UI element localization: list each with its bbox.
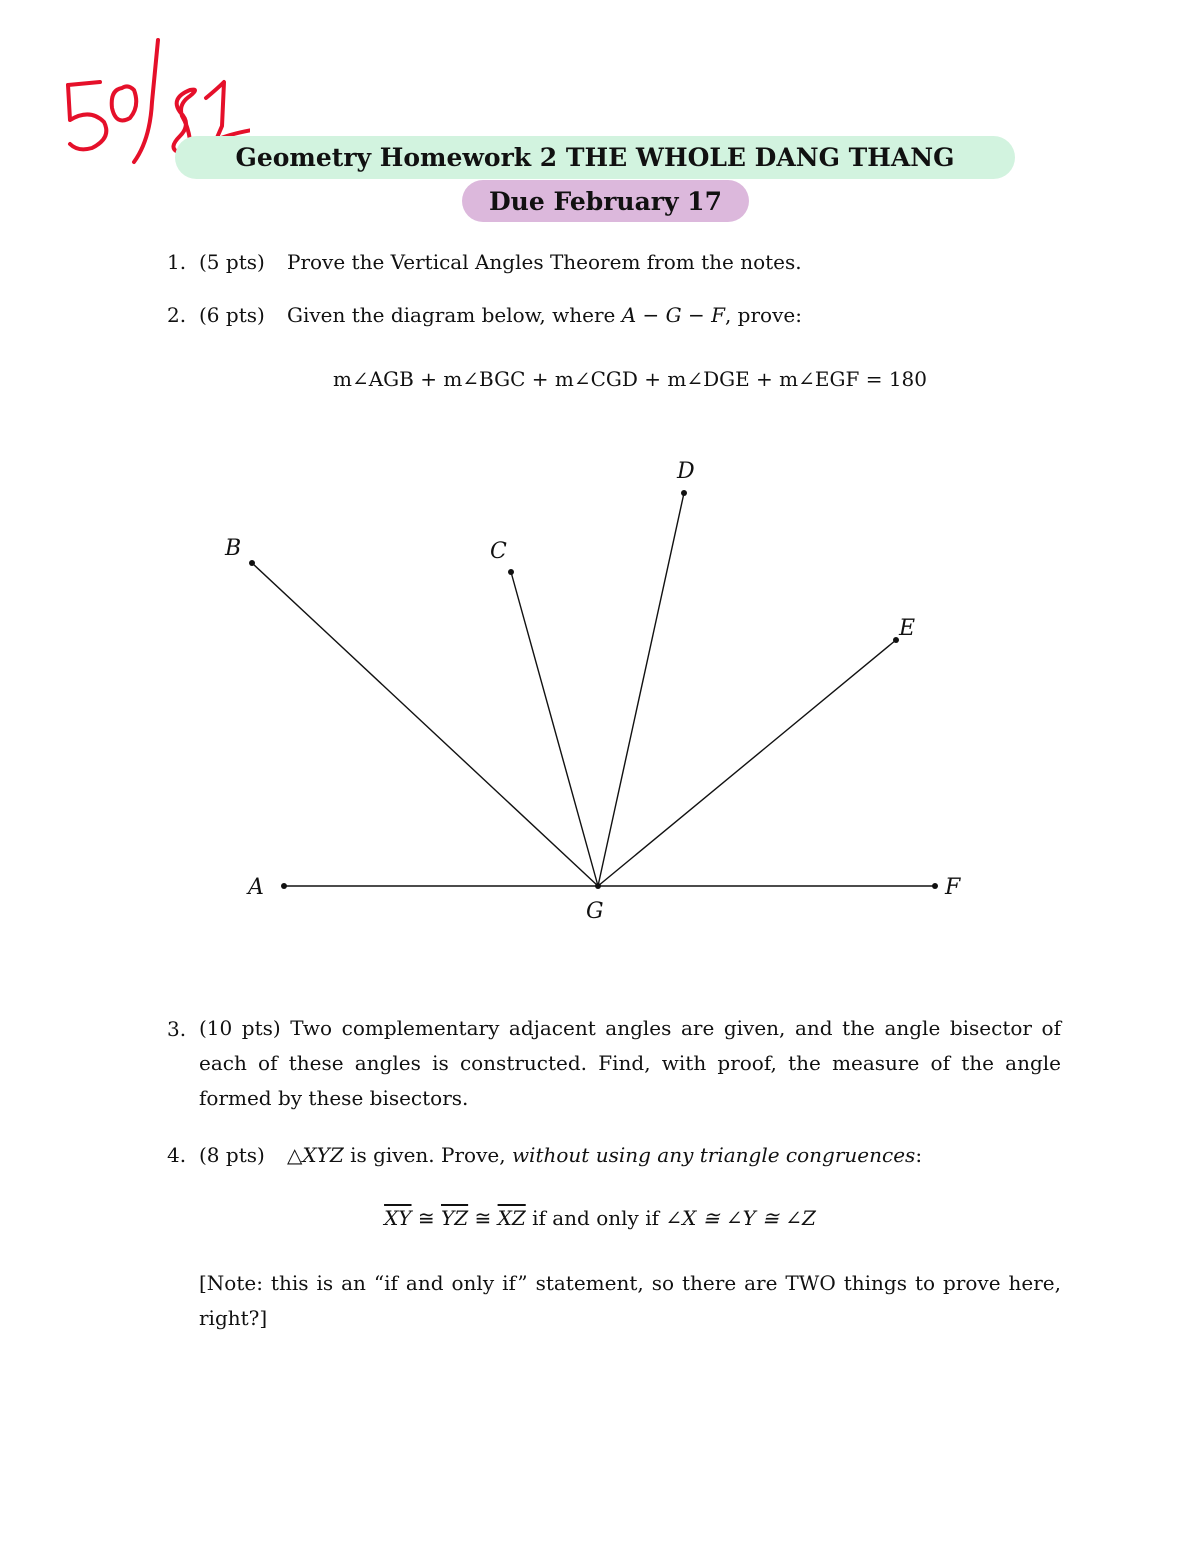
problem-number: 2. — [167, 303, 187, 327]
problem-points: (6 pts) — [199, 303, 265, 327]
segment-GE — [598, 640, 896, 886]
angle-congruence: ∠X ≅ ∠Y ≅ ∠Z — [665, 1206, 816, 1230]
label-F: F — [945, 875, 961, 900]
congruent-symbol: ≅ — [417, 1206, 435, 1230]
segment-YZ: $\overline{YZ}$ — [441, 1206, 469, 1230]
problem-number: 1. — [167, 250, 187, 274]
problem-text-post: : — [915, 1143, 923, 1167]
iff-text: if and only if — [532, 1206, 659, 1230]
problem-body: Two complementary adjacent angles are given, and the angle bisector of each of these angles is constructed. Find, with proof, the measure of the angle formed by these bisectors. — [199, 1016, 1061, 1110]
problem-note: [Note: this is an “if and only if” statement, so there are TWO things to prove here, right?] — [199, 1271, 1061, 1330]
label-A: A — [248, 875, 264, 900]
problem-text — [199, 1011, 1061, 1116]
label-D: D — [677, 459, 695, 484]
due-date: Due February 17 — [462, 180, 749, 222]
label-B: B — [225, 536, 242, 561]
problem-text — [287, 303, 802, 327]
angle-diagram — [0, 440, 1200, 940]
label-G: G — [586, 899, 604, 924]
point-B — [249, 560, 255, 566]
iff-equation — [0, 1206, 1200, 1230]
segment-GD — [598, 493, 684, 886]
segment-XZ: $\overline{XZ}$ — [497, 1206, 526, 1230]
point-A — [281, 883, 287, 889]
problem-number: 3. — [167, 1017, 187, 1041]
problem-text-post: , prove: — [724, 303, 802, 327]
problem-text-mid: is given. Prove, — [350, 1143, 506, 1167]
point-C — [508, 569, 514, 575]
homework-title: Geometry Homework 2 THE WHOLE DANG THANG — [175, 136, 1015, 179]
label-C: C — [490, 539, 507, 564]
problem-constraint: without using any triangle congruences — [511, 1143, 916, 1167]
label-E: E — [899, 616, 916, 641]
problem-points: (5 pts) — [199, 250, 265, 274]
segment-GB — [252, 563, 598, 886]
segment-GC — [511, 572, 598, 886]
problem-text — [287, 1143, 922, 1167]
collinear-points: A − G − F — [621, 303, 725, 327]
problem-points: (10 pts) — [199, 1016, 281, 1040]
congruent-symbol: ≅ — [474, 1206, 492, 1230]
problem-text: Prove the Vertical Angles Theorem from the notes. — [287, 250, 802, 274]
point-D — [681, 490, 687, 496]
problem-text-pre: Given the diagram below, where — [287, 303, 616, 327]
point-F — [932, 883, 938, 889]
problem-number: 4. — [167, 1143, 187, 1167]
segment-XY: $\overline{XY}$ — [384, 1206, 412, 1230]
point-G — [595, 883, 601, 889]
triangle-name: △XYZ — [287, 1143, 344, 1167]
angle-sum-equation: m∠AGB + m∠BGC + m∠CGD + m∠DGE + m∠EGF = 180 — [333, 367, 927, 391]
problem-points: (8 pts) — [199, 1143, 265, 1167]
